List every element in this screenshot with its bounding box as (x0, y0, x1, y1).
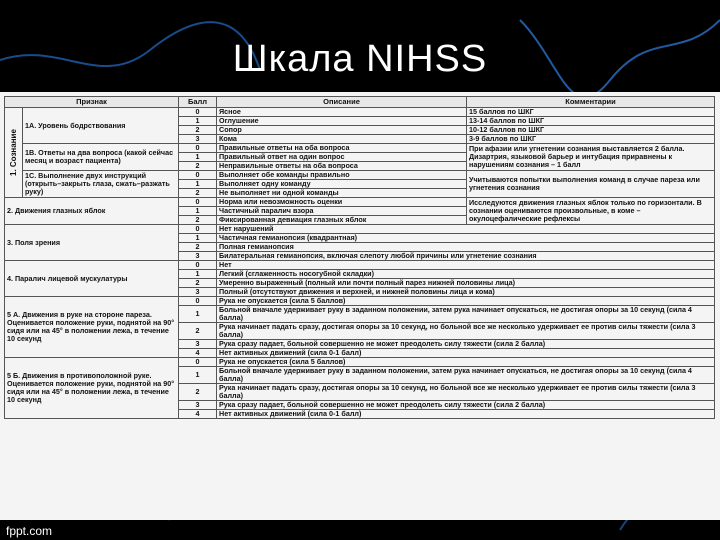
slide-title: Шкала NIHSS (232, 38, 488, 80)
description-cell: Выполняет одну команду (217, 180, 467, 189)
description-cell: Рука не опускается (сила 5 баллов) (217, 297, 715, 306)
section-label: 1В. Ответы на два вопроса (какой сейчас месяц и возраст пациента) (23, 144, 179, 171)
description-cell: Норма или невозможность оценки (217, 198, 467, 207)
score-cell: 4 (179, 349, 217, 358)
table-row (5, 108, 715, 117)
score-cell: 3 (179, 135, 217, 144)
table-header-row (5, 97, 715, 108)
section-label: 1С. Выполнение двух инструкций (открыть–закрыть глаза, сжать–разжать руку) (23, 171, 179, 198)
score-cell: 0 (179, 358, 217, 367)
description-cell: Полная гемианопсия (217, 243, 715, 252)
score-cell: 2 (179, 162, 217, 171)
description-cell: Больной вначале удерживает руку в заданном положении, затем рука начинает опускаться, не достигая опоры за 10 секунд (сила 4 балла) (217, 306, 715, 323)
score-cell: 2 (179, 279, 217, 288)
comment-cell: 10-12 баллов по ШКГ (467, 126, 715, 135)
section-label: 5 А. Движения в руке на стороне пареза. Оценивается положение руки, поднятой на 90° сидя или на 45° в положении лежа, в течение 10 секунд (5, 297, 179, 358)
score-cell: 0 (179, 297, 217, 306)
score-cell: 0 (179, 225, 217, 234)
table-row (5, 198, 715, 207)
comment-cell: 3-9 баллов по ШКГ (467, 135, 715, 144)
description-cell: Легкий (сглаженность носогубной складки) (217, 270, 715, 279)
score-cell: 1 (179, 207, 217, 216)
score-cell: 0 (179, 108, 217, 117)
section-label: 4. Паралич лицевой мускулатуры (5, 261, 179, 297)
table-row (5, 297, 715, 306)
description-cell: Не выполняет ни одной команды (217, 189, 467, 198)
score-cell: 2 (179, 323, 217, 340)
score-cell: 1 (179, 180, 217, 189)
description-cell: Выполняет обе команды правильно (217, 171, 467, 180)
score-cell: 4 (179, 410, 217, 419)
description-cell: Нет активных движений (сила 0-1 балл) (217, 349, 715, 358)
score-cell: 3 (179, 288, 217, 297)
score-cell: 2 (179, 243, 217, 252)
description-cell: Нет активных движений (сила 0-1 балл) (217, 410, 715, 419)
score-cell: 1 (179, 270, 217, 279)
score-cell: 2 (179, 126, 217, 135)
score-cell: 0 (179, 198, 217, 207)
score-cell: 1 (179, 306, 217, 323)
description-cell: Нет (217, 261, 715, 270)
section-label: 2. Движения глазных яблок (5, 198, 179, 225)
description-cell: Неправильные ответы на оба вопроса (217, 162, 467, 171)
description-cell: Нет нарушений (217, 225, 715, 234)
score-cell: 2 (179, 384, 217, 401)
description-cell: Частичная гемианопсия (квадрантная) (217, 234, 715, 243)
score-cell: 0 (179, 171, 217, 180)
description-cell: Ясное (217, 108, 467, 117)
comment-cell: Исследуются движения глазных яблок только по горизонтали. В сознании оцениваются произвольные, в коме – окулоцефалические рефлексы (467, 198, 715, 225)
description-cell: Рука не опускается (сила 5 баллов) (217, 358, 715, 367)
description-cell: Кома (217, 135, 467, 144)
table-row (5, 358, 715, 367)
description-cell: Билатеральная гемианопсия, включая слепоту любой причины или угнетение сознания (217, 252, 715, 261)
description-cell: Оглушение (217, 117, 467, 126)
section-label: 3. Поля зрения (5, 225, 179, 261)
score-cell: 0 (179, 144, 217, 153)
table-row (5, 261, 715, 270)
score-cell: 0 (179, 261, 217, 270)
score-cell: 3 (179, 401, 217, 410)
header-description: Описание (217, 97, 467, 108)
score-cell: 2 (179, 216, 217, 225)
score-cell: 1 (179, 234, 217, 243)
section-label: 1А. Уровень бодрствования (23, 108, 179, 144)
description-cell: Рука начинает падать сразу, достигая опоры за 10 секунд, но больной все же несколько удерживает ее против силы тяжести (сила 3 балла) (217, 384, 715, 401)
score-cell: 1 (179, 153, 217, 162)
description-cell: Правильный ответ на один вопрос (217, 153, 467, 162)
description-cell: Рука начинает падать сразу, достигая опоры за 10 секунд, но больной все же несколько удерживает ее против силы тяжести (сила 3 балла) (217, 323, 715, 340)
score-cell: 1 (179, 367, 217, 384)
comment-cell: При афазии или угнетении сознания выставляется 2 балла. Дизартрия, языковой барьер и интубация приравнены к нарушениям сознания – 1 балл (467, 144, 715, 171)
table-row (5, 171, 715, 180)
footer-brand: fppt.com (6, 524, 53, 538)
header-sign: Признак (5, 97, 179, 108)
score-cell: 3 (179, 252, 217, 261)
description-cell: Рука сразу падает, больной совершенно не может преодолеть силу тяжести (сила 2 балла) (217, 401, 715, 410)
description-cell: Правильные ответы на оба вопроса (217, 144, 467, 153)
header-comments: Комментарии (467, 97, 715, 108)
description-cell: Рука сразу падает, больной совершенно не может преодолеть силу тяжести (сила 2 балла) (217, 340, 715, 349)
score-cell: 1 (179, 117, 217, 126)
comment-cell: 15 баллов по ШКГ (467, 108, 715, 117)
score-cell: 2 (179, 189, 217, 198)
description-cell: Частичный паралич взора (217, 207, 467, 216)
consciousness-label: 1. Сознание (5, 108, 23, 198)
score-cell: 3 (179, 340, 217, 349)
description-cell: Умеренно выраженный (полный или почти полный парез нижней половины лица) (217, 279, 715, 288)
description-cell: Больной вначале удерживает руку в заданном положении, затем рука начинает опускаться, не достигая опоры за 10 секунд (сила 4 балла) (217, 367, 715, 384)
table-row (5, 225, 715, 234)
header-score: Балл (179, 97, 217, 108)
description-cell: Сопор (217, 126, 467, 135)
comment-cell: Учитываются попытки выполнения команд в случае пареза или угнетения сознания (467, 171, 715, 198)
description-cell: Полный (отсутствуют движения и верхней, и нижней половины лица и кома) (217, 288, 715, 297)
table-row (5, 144, 715, 153)
section-label: 5 Б. Движения в противоположной руке. Оценивается положение руки, поднятой на 90° сидя или на 45° в положении лежа, в течение 10 секунд (5, 358, 179, 419)
nihss-table (4, 96, 715, 419)
description-cell: Фиксированная девиация глазных яблок (217, 216, 467, 225)
comment-cell: 13-14 баллов по ШКГ (467, 117, 715, 126)
